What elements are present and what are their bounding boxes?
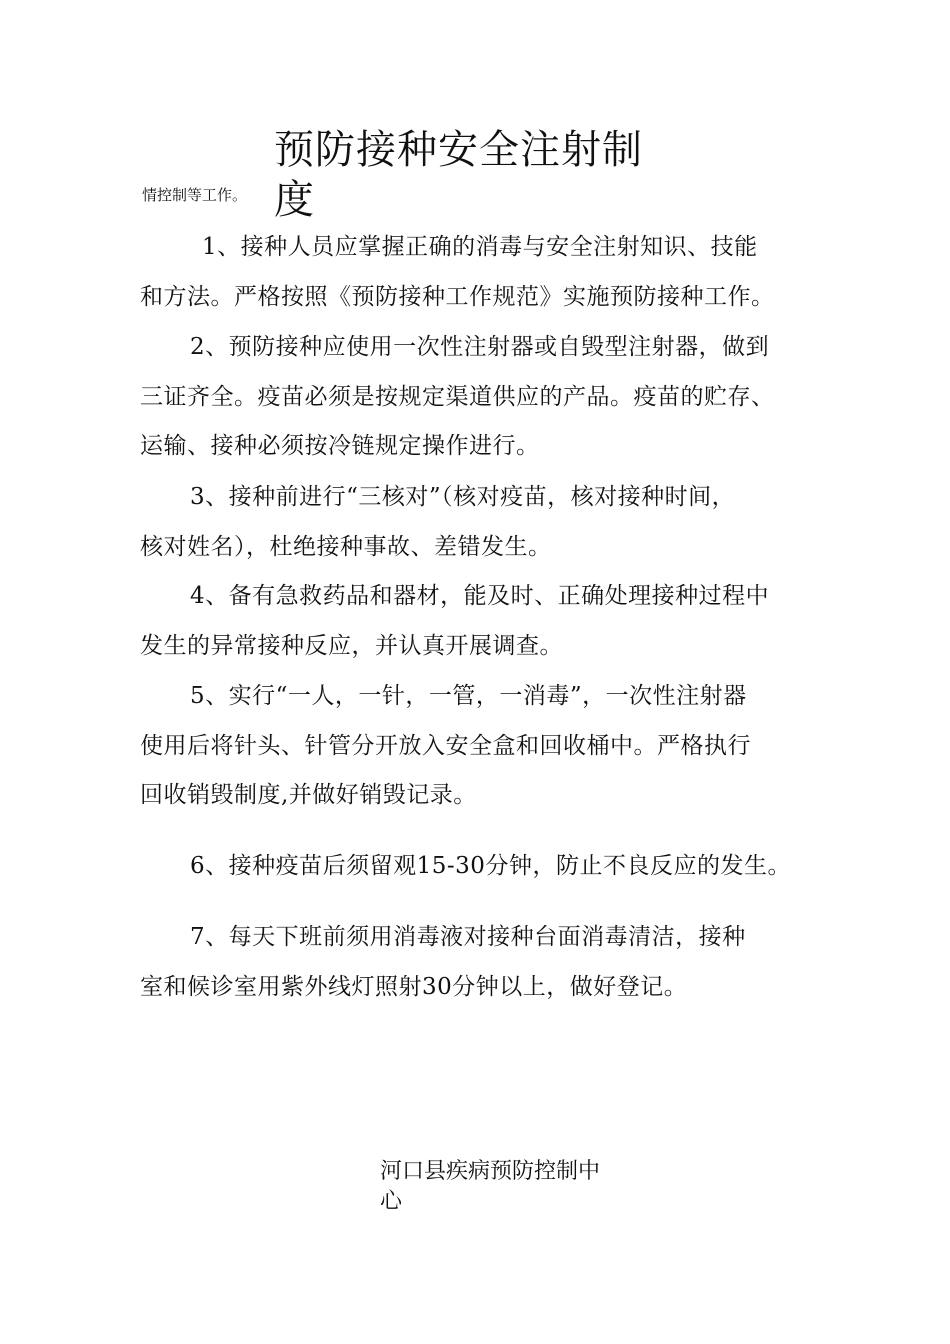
issuing-organization-continued: 心 bbox=[380, 1189, 403, 1214]
rule-2-line-3: 运输、接种必须按冷链规定操作进行。 bbox=[140, 433, 540, 459]
rule-4-line-1: 4、备有急救药品和器材，能及时、正确处理接种过程中 bbox=[190, 583, 770, 609]
rule-2-line-1: 2、预防接种应使用一次性注射器或自毁型注射器，做到 bbox=[190, 334, 770, 360]
rule-4-line-2: 发生的异常接种反应，并认真开展调查。 bbox=[140, 633, 563, 659]
document-title: 预防接种安全注射制 bbox=[274, 127, 643, 173]
issuing-organization: 河口县疾病预防控制中 bbox=[380, 1159, 601, 1184]
rule-3-line-2: 核对姓名），杜绝接种事故、差错发生。 bbox=[140, 534, 552, 560]
stray-text-fragment: 情控制等工作。 bbox=[142, 186, 248, 204]
rule-2-line-2: 三证齐全。疫苗必须是按规定渠道供应的产品。疫苗的贮存、 bbox=[140, 384, 775, 410]
rule-1-line-2: 和方法。严格按照《预防接种工作规范》实施预防接种工作。 bbox=[140, 284, 775, 310]
rule-5-line-3: 回收销毁制度,并做好销毁记录。 bbox=[140, 782, 477, 808]
rule-5-line-1: 5、实行“一人，一针，一管，一消毒”，一次性注射器 bbox=[190, 683, 747, 709]
rule-1-line-1: 1、接种人员应掌握正确的消毒与安全注射知识、技能 bbox=[202, 234, 758, 260]
rule-3-line-1: 3、接种前进行“三核对”（核对疫苗，核对接种时间， bbox=[190, 484, 736, 510]
rule-7-line-1: 7、每天下班前须用消毒液对接种台面消毒清洁，接种 bbox=[190, 924, 746, 950]
rule-5-line-2: 使用后将针头、针管分开放入安全盒和回收桶中。严格执行 bbox=[140, 733, 751, 759]
rule-6-line-1: 6、接种疫苗后须留观15-30分钟，防止不良反应的发生。 bbox=[190, 853, 791, 879]
rule-7-line-2: 室和候诊室用紫外线灯照射30分钟以上，做好登记。 bbox=[140, 974, 688, 1000]
document-title-continued: 度 bbox=[274, 177, 314, 223]
